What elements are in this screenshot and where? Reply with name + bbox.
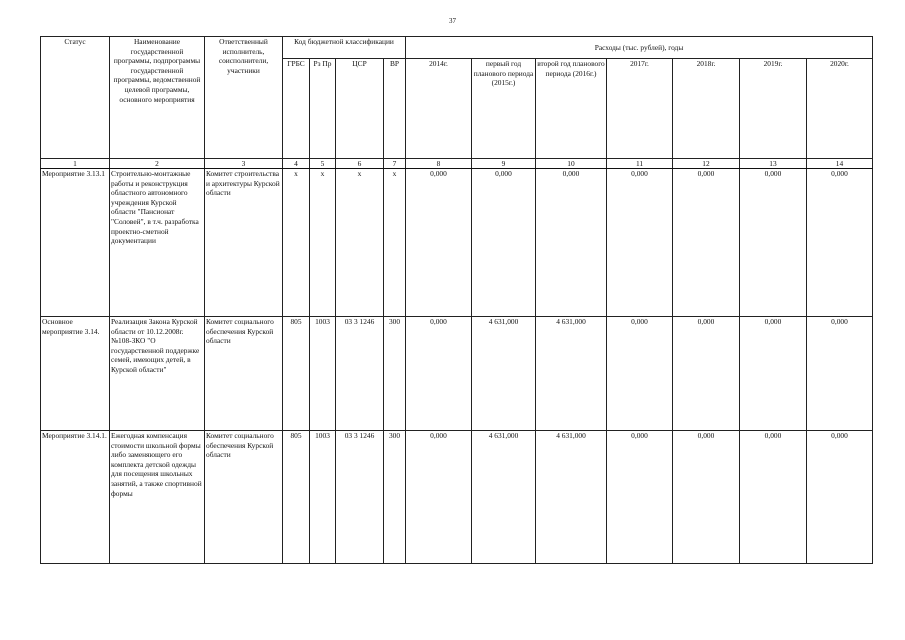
row-value-2016: 0,000 [536,169,607,317]
row-value-2020: 0,000 [807,431,873,564]
row-grbs: х [283,169,310,317]
header-grbs: ГРБС [283,59,310,159]
row-executor: Комитет социального обеспечения Курской области [205,431,283,564]
row-csr: х [336,169,384,317]
column-number-row [41,159,873,169]
header-year-2020: 2020г. [807,59,873,159]
row-value-2016: 4 631,000 [536,317,607,431]
row-status: Мероприятие 3.13.1 [41,169,110,317]
row-rzpr: 1003 [310,431,336,564]
row-value-2018: 0,000 [673,169,740,317]
row-value-2017: 0,000 [607,317,673,431]
column-number: 6 [336,159,384,169]
row-rzpr: 1003 [310,317,336,431]
column-number: 12 [673,159,740,169]
column-number: 1 [41,159,110,169]
header-budget-code: Код бюджетной классификации [283,37,406,59]
row-value-2014: 0,000 [406,317,472,431]
row-value-2018: 0,000 [673,317,740,431]
row-value-2015: 0,000 [472,169,536,317]
row-value-2019: 0,000 [740,317,807,431]
row-value-2015: 4 631,000 [472,317,536,431]
column-number: 11 [607,159,673,169]
row-grbs: 805 [283,317,310,431]
budget-table [40,36,873,564]
row-executor: Комитет строительства и архитектуры Курской области [205,169,283,317]
row-grbs: 805 [283,431,310,564]
row-name: Реализация Закона Курской области от 10.12.2008г. №108-ЗКО "О государственной поддержке семей, имеющих детей, в Курской области" [110,317,205,431]
header-year-2016: второй год планового периода (2016г.) [536,59,607,159]
row-name: Строительно-монтажные работы и реконструкция областного автономного учреждения Курской области "Пансионат "Соловей", в т.ч. разработка проектно-сметной документации [110,169,205,317]
table-row [41,317,873,431]
column-number: 2 [110,159,205,169]
row-csr: 03 3 1246 [336,317,384,431]
header-rzpr: Рз Пр [310,59,336,159]
header-status: Статус [41,37,110,159]
column-number: 4 [283,159,310,169]
header-executor: Ответственный исполнитель, соисполнители, участники [205,37,283,159]
column-number: 8 [406,159,472,169]
row-value-2020: 0,000 [807,317,873,431]
row-vr: 300 [384,431,406,564]
row-value-2019: 0,000 [740,431,807,564]
column-number: 9 [472,159,536,169]
row-value-2014: 0,000 [406,431,472,564]
header-year-2019: 2019г. [740,59,807,159]
row-value-2016: 4 631,000 [536,431,607,564]
row-value-2015: 4 631,000 [472,431,536,564]
column-number: 13 [740,159,807,169]
table-row [41,169,873,317]
row-executor: Комитет социального обеспечения Курской области [205,317,283,431]
header-year-2018: 2018г. [673,59,740,159]
column-number: 3 [205,159,283,169]
column-number: 14 [807,159,873,169]
row-status: Мероприятие 3.14.1. [41,431,110,564]
column-number: 10 [536,159,607,169]
row-value-2014: 0,000 [406,169,472,317]
table-row [41,431,873,564]
row-value-2017: 0,000 [607,169,673,317]
header-year-2015: первый год планового периода (2015г.) [472,59,536,159]
header-year-2014: 2014г. [406,59,472,159]
row-value-2020: 0,000 [807,169,873,317]
row-rzpr: х [310,169,336,317]
row-value-2018: 0,000 [673,431,740,564]
header-csr: ЦСР [336,59,384,159]
row-value-2019: 0,000 [740,169,807,317]
row-status: Основное мероприятие 3.14. [41,317,110,431]
row-vr: х [384,169,406,317]
row-name: Ежегодная компенсация стоимости школьной формы либо заменяющего его комплекта детской одежды для посещения школьных занятий, а также спортивной формы [110,431,205,564]
column-number: 5 [310,159,336,169]
header-year-2017: 2017г. [607,59,673,159]
row-csr: 03 3 1246 [336,431,384,564]
header-vr: ВР [384,59,406,159]
row-value-2017: 0,000 [607,431,673,564]
header-name: Наименование государственной программы, подпрограммы государственной программы, ведомственной целевой программы, основного мероприятия [110,37,205,159]
header-expenses: Расходы (тыс. рублей), годы [406,37,873,59]
row-vr: 300 [384,317,406,431]
page-number: 37 [449,17,456,25]
column-number: 7 [384,159,406,169]
